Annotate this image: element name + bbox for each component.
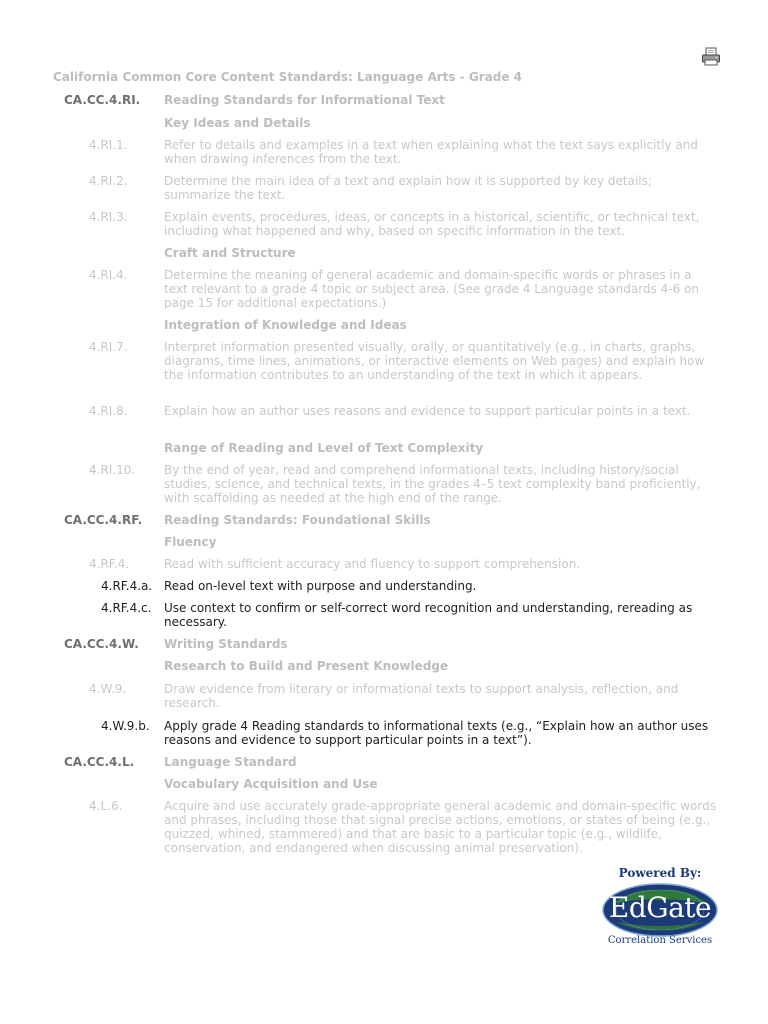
substandard-text: Apply grade 4 Reading standards to informational texts (e.g., “Explain how an author uses reasons and evidence to support particular points in a text”). <box>164 719 709 747</box>
standard-code: 4.RI.4. <box>89 268 128 282</box>
standard-text: Read with sufficient accuracy and fluency to support comprehension. <box>164 557 581 571</box>
strand-code: CA.CC.4.RI. <box>64 93 141 107</box>
substandard-text: Read on-level text with purpose and understanding. <box>164 579 477 593</box>
strand-code: CA.CC.4.RF. <box>64 513 143 527</box>
strand-title: Reading Standards for Informational Text <box>164 93 445 107</box>
logo-tagline: Correlation Services <box>607 935 713 946</box>
topic-heading: Craft and Structure <box>164 246 296 260</box>
strand-code: CA.CC.4.L. <box>64 755 135 769</box>
standard-text: Explain events, procedures, ideas, or concepts in a historical, scientific, or technical text, including what happened and why, based on specific information in the text. <box>164 210 700 238</box>
standard-text: Interpret information presented visually, orally, or quantitatively (e.g., in charts, graphs, diagrams, time lines, animations, or interactive elements on Web pages) and explain how the information contributes to an understanding of the text in which it appears. <box>164 340 705 382</box>
strand-title: Language Standard <box>164 755 297 769</box>
standard-text: Acquire and use accurately grade-appropriate general academic and domain-specific words and phrases, including those that signal precise actions, emotions, or states of being (e.g., quizzed, whined, stammered) and that are basic to a particular topic (e.g., wildlife, conservation, and endangered when discussing animal preservation). <box>164 799 716 855</box>
document-title: California Common Core Content Standards: Language Arts - Grade 4 <box>53 70 522 84</box>
standard-code: 4.RI.7. <box>89 340 128 354</box>
powered-by-label: Powered By: <box>618 866 702 880</box>
topic-heading: Key Ideas and Details <box>164 116 311 130</box>
standard-code: 4.L.6. <box>89 799 123 813</box>
substandard-text: Use context to confirm or self-correct word recognition and understanding, rereading as necessary. <box>164 601 693 629</box>
standard-code: 4.RI.8. <box>89 404 128 418</box>
topic-heading: Vocabulary Acquisition and Use <box>164 777 378 791</box>
standard-text: Explain how an author uses reasons and evidence to support particular points in a text. <box>164 404 691 418</box>
standard-code: 4.RI.1. <box>89 138 128 152</box>
strand-code: CA.CC.4.W. <box>64 637 139 651</box>
standard-code: 4.RI.10. <box>89 463 136 477</box>
standard-text: Determine the main idea of a text and explain how it is supported by key details; summarize the text. <box>164 174 652 202</box>
edgate-logo[interactable] <box>600 866 720 950</box>
topic-heading: Integration of Knowledge and Ideas <box>164 318 407 332</box>
standard-code: 4.RF.4. <box>89 557 130 571</box>
standard-text: Refer to details and examples in a text when explaining what the text says explicitly and when drawing inferences from the text. <box>164 138 698 166</box>
edgate-wordmark: EdGate <box>608 891 712 924</box>
printer-icon[interactable] <box>701 47 721 67</box>
strand-title: Reading Standards: Foundational Skills <box>164 513 431 527</box>
topic-heading: Fluency <box>164 535 217 549</box>
standard-text: Draw evidence from literary or informational texts to support analysis, reflection, and research. <box>164 682 679 710</box>
substandard-code: 4.RF.4.a. <box>101 579 153 593</box>
standard-code: 4.RI.3. <box>89 210 128 224</box>
standard-text: By the end of year, read and comprehend informational texts, including history/social studies, science, and technical texts, in the grades 4–5 text complexity band proficiently, with scaffolding as needed at the high end of the range. <box>164 463 701 505</box>
standard-code: 4.W.9. <box>89 682 127 696</box>
substandard-code: 4.RF.4.c. <box>101 601 152 615</box>
standard-code: 4.RI.2. <box>89 174 128 188</box>
topic-heading: Research to Build and Present Knowledge <box>164 659 449 673</box>
strand-title: Writing Standards <box>164 637 288 651</box>
topic-heading: Range of Reading and Level of Text Complexity <box>164 441 484 455</box>
standard-text: Determine the meaning of general academic and domain-specific words or phrases in a text relevant to a grade 4 topic or subject area. (See grade 4 Language standards 4-6 on page 15 for additional expectations.) <box>164 268 699 310</box>
substandard-code: 4.W.9.b. <box>101 719 150 733</box>
